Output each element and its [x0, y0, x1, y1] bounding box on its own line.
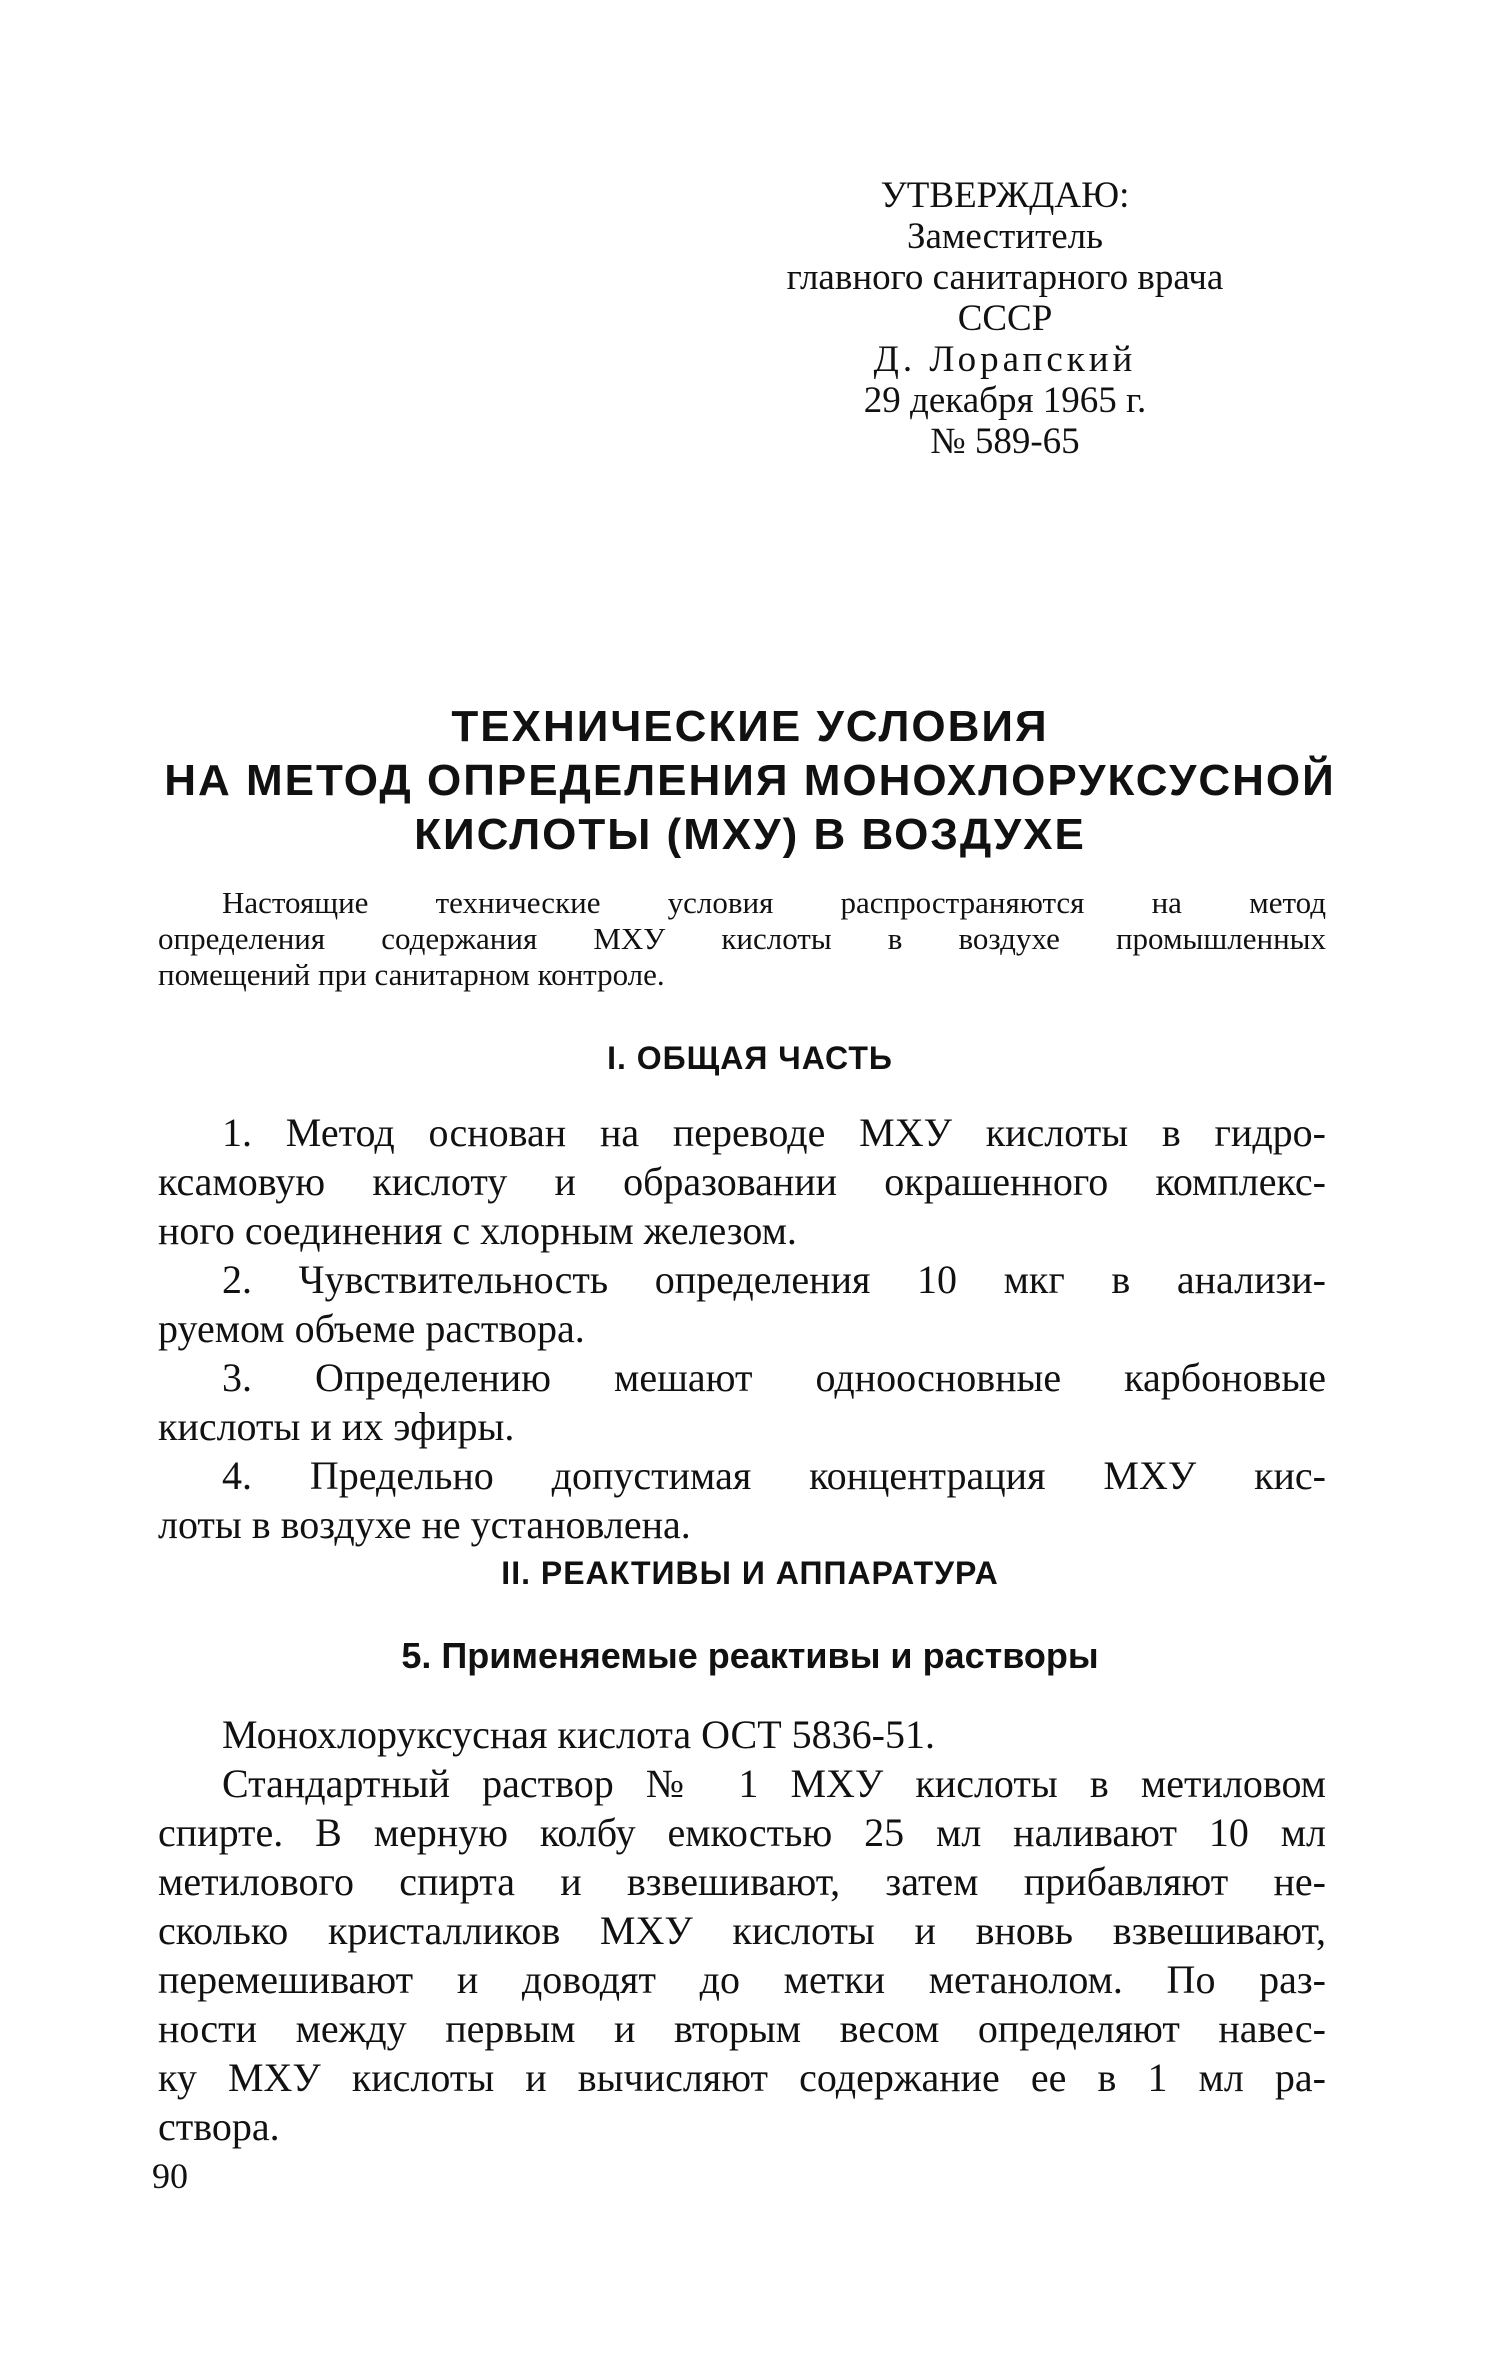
body-line: 4. Предельно допустимая концентрация МХУ кис- [222, 1453, 1326, 1498]
section-1-body [158, 1108, 1326, 1549]
title-line-3: КИСЛОТЫ (МХУ) В ВОЗДУХЕ [414, 810, 1086, 859]
body-line: ку МХУ кислоты и вычисляют содержание ее в 1 мл ра- [158, 2055, 1326, 2100]
page-number: 90 [152, 2156, 188, 2196]
document-title [150, 700, 1350, 862]
intro-line: Настоящие технические условия распространяются на метод [222, 885, 1326, 920]
intro-line: определения содержания МХУ кислоты в воздухе промышленных [158, 921, 1326, 956]
body-line: Стандартный раствор № 1 МХУ кислоты в метиловом [222, 1761, 1326, 1806]
body-line: ксамовую кислоту и образовании окрашенного комплекс- [158, 1159, 1326, 1204]
body-line: спирте. В мерную колбу емкостью 25 мл наливают 10 мл [158, 1810, 1326, 1855]
subsection-5-heading: 5. Применяемые реактивы и растворы [401, 1635, 1099, 1676]
section-2-body [158, 1710, 1326, 2151]
approval-signatory-name: Д. Лорапский [873, 339, 1137, 380]
approval-position-line3: СССР [957, 298, 1053, 339]
approval-date: 29 декабря 1965 г. [863, 380, 1147, 421]
body-line: перемешивают и доводят до метки метанолом. По раз- [158, 1957, 1326, 2002]
body-line: лоты в воздухе не установлена. [158, 1502, 691, 1547]
approval-position-line1: Заместитель [906, 216, 1104, 257]
body-line: ного соединения с хлорным железом. [158, 1208, 797, 1253]
title-line-2: НА МЕТОД ОПРЕДЕЛЕНИЯ МОНОХЛОРУКСУСНОЙ [164, 756, 1336, 805]
approval-block [740, 175, 1270, 462]
body-line: кислоты и их эфиры. [158, 1404, 515, 1449]
intro-paragraph [158, 885, 1326, 993]
body-line: руемом объеме раствора. [158, 1306, 585, 1351]
section-1-heading: I. ОБЩАЯ ЧАСТЬ [607, 1040, 893, 1076]
body-line: 2. Чувствительность определения 10 мкг в анализи- [222, 1257, 1326, 1302]
title-line-1: ТЕХНИЧЕСКИЕ УСЛОВИЯ [451, 702, 1049, 751]
approval-number: № 589-65 [930, 421, 1080, 462]
approval-position-line2: главного санитарного врача [786, 257, 1224, 298]
body-line: 3. Определению мешают одноосновные карбоновые [222, 1355, 1326, 1400]
body-line: ности между первым и вторым весом определяют навес- [158, 2006, 1326, 2051]
body-line: сколько кристалликов МХУ кислоты и вновь взвешивают, [158, 1908, 1326, 1953]
body-line: створа. [158, 2104, 280, 2149]
body-line: 1. Метод основан на переводе МХУ кислоты в гидро- [222, 1110, 1326, 1155]
section-2-heading: II. РЕАКТИВЫ И АППАРАТУРА [501, 1555, 999, 1591]
approval-heading: УТВЕРЖДАЮ: [880, 175, 1130, 216]
body-line: Монохлоруксусная кислота ОСТ 5836-51. [222, 1712, 935, 1757]
body-line: метилового спирта и взвешивают, затем прибавляют не- [158, 1859, 1326, 1904]
intro-line: помещений при санитарном контроле. [158, 957, 665, 992]
